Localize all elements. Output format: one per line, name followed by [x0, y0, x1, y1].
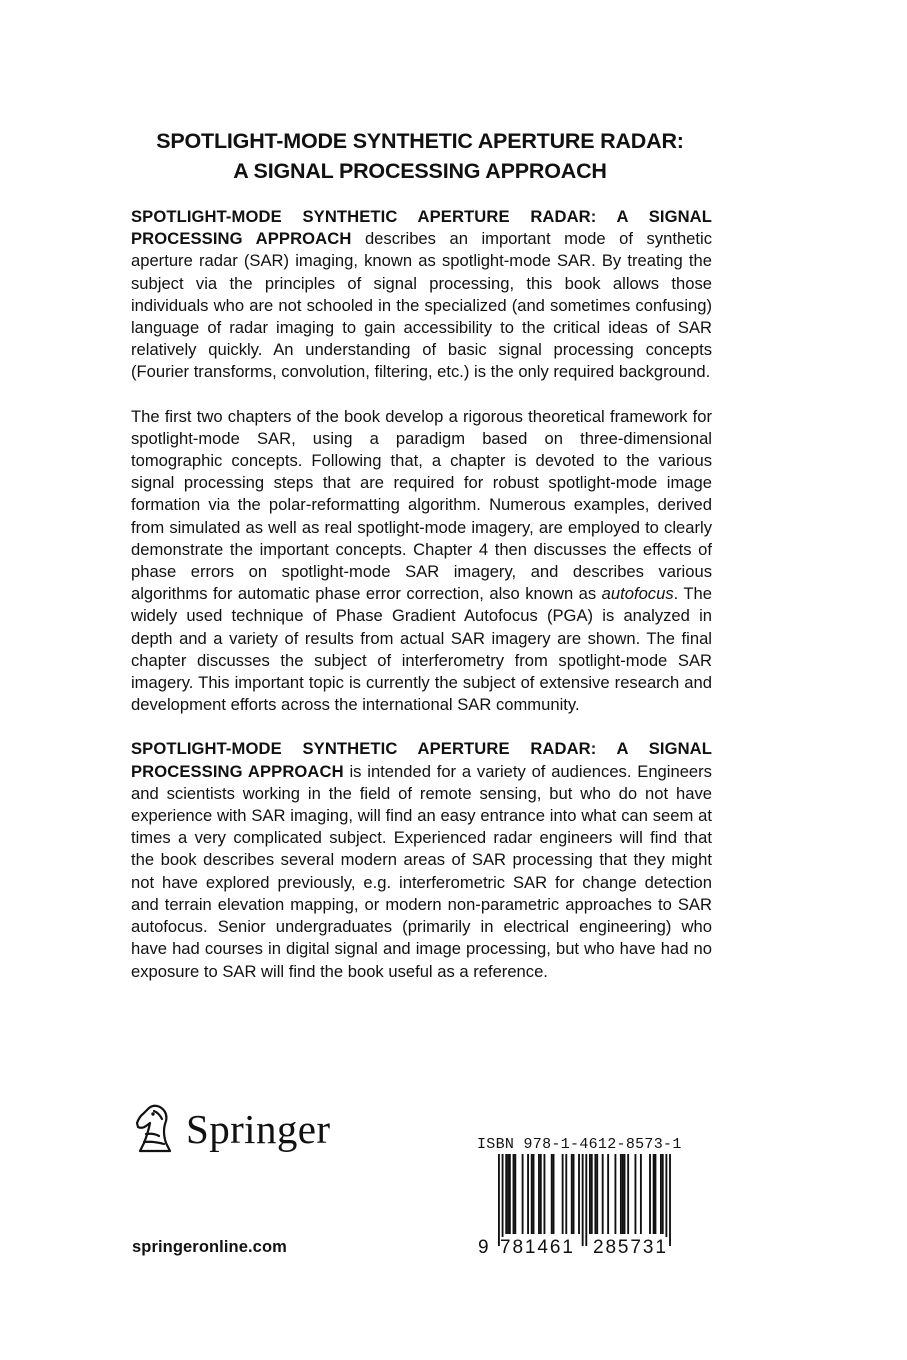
paragraph-3: [131, 738, 712, 982]
barcode-bar: [669, 1154, 671, 1246]
barcode-bar: [513, 1154, 515, 1234]
knight-chess-horse-icon: [132, 1103, 178, 1155]
barcode-bar: [602, 1154, 604, 1234]
barcode-bar: [653, 1154, 655, 1234]
barcode-bar: [551, 1154, 553, 1234]
barcode-bar: [498, 1154, 500, 1246]
barcode-bar: [614, 1154, 616, 1234]
paragraph-3-text: is intended for a variety of audiences. Engineers and scientists working in the field of remote sensing, but who do not have experience with SAR imaging, will find an easy entrance into what can seem at times a very complicated subject. Experienced radar engineers will find that the book describes several modern areas of SAR processing that they might not have explored previously, e.g. interferometric SAR for change detection and terrain elevation mapping, or modern non-parametric approaches to SAR autofocus. Senior undergraduates (primarily in electrical engineering) who have had courses in digital signal and image processing, but who have had no exposure to SAR will find the book useful as a reference.: [131, 761, 712, 981]
barcode-bar: [502, 1154, 504, 1246]
book-title-bold: SPOTLIGHT-MODE SYNTHETIC APERTURE RADAR: A SIGNAL PROCESSING APPROACH: [131, 739, 712, 781]
barcode-bar: [509, 1154, 511, 1234]
barcode-bar: [655, 1154, 657, 1234]
barcode-bar: [596, 1154, 598, 1234]
barcode-bar: [620, 1154, 622, 1234]
barcode-bar: [622, 1154, 624, 1234]
barcode-bar: [544, 1154, 546, 1234]
barcode-bar: [578, 1154, 580, 1234]
cover-title: [120, 126, 720, 186]
title-line-1: SPOTLIGHT-MODE SYNTHETIC APERTURE RADAR:: [156, 129, 684, 153]
publisher-website: springeronline.com: [132, 1238, 287, 1256]
barcode-bar: [594, 1154, 596, 1234]
barcode-bar: [662, 1154, 664, 1234]
barcode-bar: [573, 1154, 575, 1234]
paragraph-1: [131, 206, 712, 384]
barcode-bar: [531, 1154, 533, 1234]
autofocus-term: autofocus: [601, 584, 674, 604]
barcode-bar: [627, 1154, 629, 1234]
title-line-2: A SIGNAL PROCESSING APPROACH: [233, 159, 607, 183]
barcode-bar: [522, 1154, 524, 1234]
barcode-bar: [553, 1154, 555, 1234]
paragraph-2-text-b: . The widely used technique of Phase Gradient Autofocus (PGA) is analyzed in depth and a variety of results from actual SAR imagery are shown. The final chapter discusses the subject of interferometry from spotlight-mode SAR imagery. This important topic is currently the subject of extensive research and development efforts across the international SAR community.: [131, 584, 712, 715]
barcode-bar: [591, 1154, 593, 1234]
paragraph-2: [131, 406, 712, 717]
barcode-bar: [571, 1154, 573, 1234]
barcode-bar: [665, 1154, 667, 1246]
barcode-bar: [589, 1154, 591, 1234]
barcode-bar: [640, 1154, 642, 1234]
book-title-bold: SPOTLIGHT-MODE SYNTHETIC APERTURE RADAR: A SIGNAL PROCESSING APPROACH: [131, 207, 712, 249]
barcode-bar: [649, 1154, 651, 1234]
isbn-label: ISBN 978-1-4612-8573-1: [477, 1136, 682, 1153]
description-text: [131, 206, 712, 983]
ean-first-digit: 9: [478, 1237, 491, 1258]
barcode-bar: [660, 1154, 662, 1234]
barcode-bar: [505, 1154, 507, 1234]
ean-left-group: 781461: [500, 1237, 575, 1258]
paragraph-1-text: describes an important mode of synthetic aperture radar (SAR) imaging, known as spotlight-mode SAR. By treating the subject via the principles of signal processing, this book allows those individuals who are not schooled in the specialized (and sometimes confusing) language of radar imaging to gain accessibility to the critical ideas of SAR relatively quickly. An understanding of basic signal processing concepts (Fourier transforms, convolution, filtering, etc.) is the only required background.: [131, 229, 712, 382]
barcode-bar: [540, 1154, 542, 1234]
barcode-bar: [565, 1154, 567, 1234]
barcode-bar: [624, 1154, 626, 1234]
barcode-bar: [538, 1154, 540, 1234]
barcode-bar: [585, 1154, 587, 1246]
barcode-bar: [533, 1154, 535, 1234]
ean-right-group: 285731: [593, 1237, 668, 1258]
barcode-bar: [562, 1154, 564, 1234]
springer-logo: [132, 1100, 330, 1158]
barcode-bar: [607, 1154, 609, 1234]
publisher-name: Springer: [186, 1105, 331, 1152]
barcode-bar: [514, 1154, 516, 1234]
barcode-bar: [635, 1154, 637, 1234]
barcode-bar: [582, 1154, 584, 1246]
paragraph-2-text-a: The first two chapters of the book develop a rigorous theoretical framework for spotlight-mode SAR, using a paradigm based on three-dimensional tomographic concepts. Following that, a chapter is devoted to the various signal processing steps that are required for robust spotlight-mode image formation via the polar-reformatting algorithm. Numerous examples, derived from simulated as well as real spotlight-mode imagery, are employed to clearly demonstrate the important concepts. Chapter 4 then discusses the effects of phase errors on spotlight-mode SAR imagery, and describes various algorithms for automatic phase error correction, also known as: [131, 406, 712, 604]
barcode-bar: [507, 1154, 509, 1234]
barcode-bar: [527, 1154, 529, 1234]
